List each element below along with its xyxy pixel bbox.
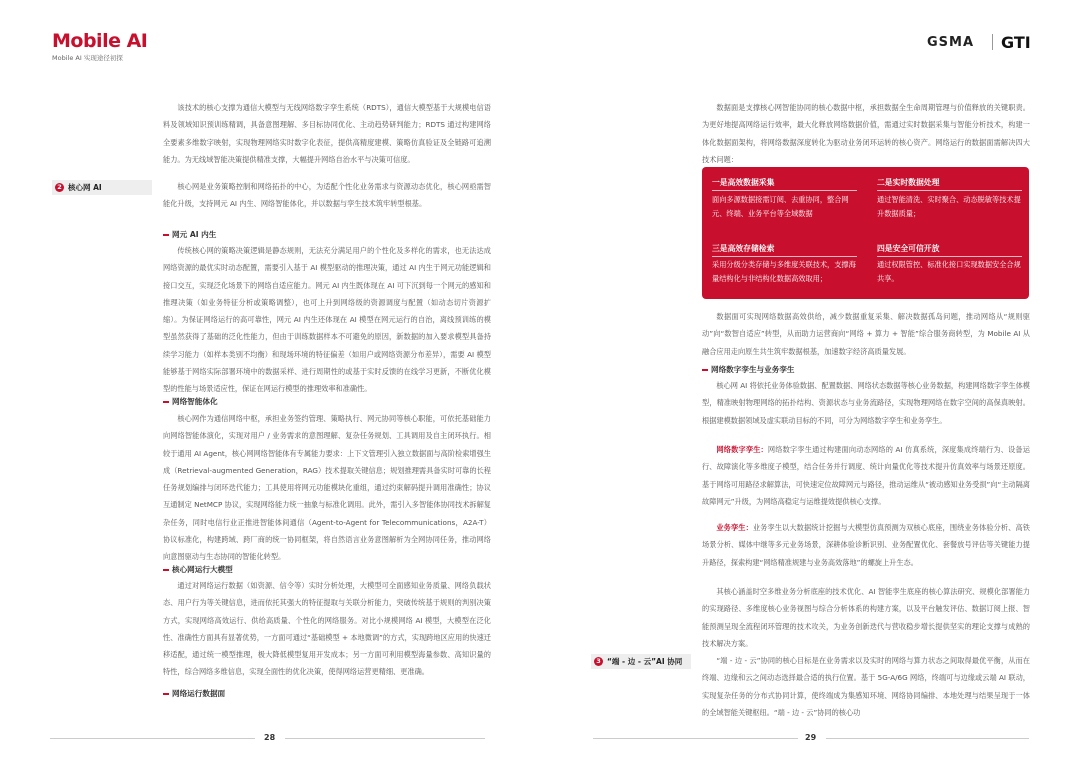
page-number-right: 29 [805,733,817,742]
network-twin-text: 网络数字孪生通过构建面向动态网络的 AI 仿真系统，深度集成终端行为、设备运行、故障演化等多维度子模型，结合任务并行调度、统计向量优化等技术提升仿真效率与场景还原度。基于网络可用路径求解算法，可快速定位故障网元与路径，推动运维从“被动感知业务受损”向“主动隔离故障网元”升级，为网络高稳定与运维提效提供核心支撑。 [702,445,1030,506]
heading-ne-ai: 网元 AI 内生 [163,229,216,240]
issue-1-divider [712,190,857,191]
issue-4-text: 通过权限管控、标准化接口实现数据安全合规共享。 [877,260,1021,283]
logo-subtitle: Mobile AI 实现途径初探 [52,54,123,62]
heading-core-llm: 核心网运行大模型 [163,564,233,575]
section-tag-label: 核心网 AI [68,183,102,192]
right-intro-paragraph: 数据面是支撑核心网智能协同的核心数据中枢，承担数据全生命周期管理与价值释放的关键职责。为更好地提高网络运行效率，最大化释放网络数据价值，需通过实时数据采集与智能分析技术，构建一体化数据面架构，将网络数据深度转化为驱动业务闭环运转的核心资产。网络运行的数据面需解决四大技术问题： [702,103,1030,164]
business-twin-label: 业务孪生： [716,523,753,532]
heading-network-agent: 网络智能体化 [163,396,218,407]
core-intro-paragraph: 核心网是业务策略控制和网络拓扑的中心，为适配个性化业务需求与资源动态优化，核心网亟需智能化升级，支持网元 AI 内生、网络智能体化，并以数据与孪生技术筑牢转型根基。 [163,182,491,209]
digital-twin-paragraph: 核心网 AI 将依托业务体验数据、配置数据、网络状态数据等核心业务数据，构建网络数字孪生体模型，精准映射物理网络的拓扑结构、资源状态与业务流路径，实现物理网络在数字空间的高保真映射。根据建模数据领域及虚实联动目标的不同，可分为网络数字孪生和业务孪生。 [702,381,1030,425]
issue-3-divider [712,256,857,257]
business-twin-text: 业务孪生以大数据统计挖掘与大模型仿真预测为双核心底座，围绕业务体验分析、高铁场景分析、媒体中继等多元业务场景，深耕体验诊断识别、业务配置优化、套餐放号评估等关键能力提升路径，探索构建“网络精准规建与业务高效落地”的螺旋上升生态。 [702,523,1030,567]
network-agent-paragraph: 核心网作为通信网络中枢，承担业务签约管理、策略执行、网元协同等核心职能，可依托基础能力向网络智能体演化，实现对用户 / 业务需求的意图理解、复杂任务规划、工具调用及自主闭环执行。相较于通用 AI Agent，核心网网络智能体有专属能力要求：上下文管理引入独立数据面与高阶检索增强生成（Retrieval-augmented Generation，RAG）技术提取关键信息；规划推理需具备实时可靠的长程任务规划编排与闭环迭代能力；工具使用将网元功能模块化重组，通过约束解码提升调用准确性；协议互通制定 NetMCP 协议，实现网络能力统一抽象与标准化调用。此外，需引入多智能体协同技术拆解复杂任务，同时电信行业正推进智能体间通信（Agent-to-Agent for Telecommunications，A2A-T）协议标准化，构建跨域、跨厂商的统一协同框架，将自然语言业务意图解析为全网协同任务，推动网络向意图驱动与生态协同的智能化转型。 [163,414,491,562]
issue-1-title: 一是高效数据采集 [712,178,775,187]
issue-4-divider [877,256,1022,257]
issue-2-divider [877,190,1022,191]
issue-4-title: 四是安全可信开放 [877,244,940,253]
header-divider [992,34,993,50]
issue-3-text: 采用分级分类存储与多维度关联技术，支撑海量结构化与非结构化数据高效取用； [712,260,856,283]
data-plane-summary-paragraph: 数据面可实现网络数据高效供给，减少数据重复采集、解决数据孤岛问题，推动网络从“规则驱动”向“数智自适应”转型，从而助力运营商向“网络 + 算力 + 智能”综合服务商转型，为 Mobile AI 从融合应用走向原生共生筑牢数据根基，加速数字经济高质量发展。 [702,312,1030,356]
gsma-logo: GSMA [927,35,975,50]
network-twin-paragraph [702,441,1030,510]
section-number-badge: 2 [55,183,64,192]
heading-digital-twin: 网络数字孪生与业务孪生 [702,364,795,375]
section-tag-edge-cloud [591,654,691,669]
issue-2-text: 通过智能清洗、实时聚合、动态脱敏等技术提升数据质量； [877,195,1021,218]
network-twin-label: 网络数字孪生： [716,445,768,454]
logo-title: Mobile AI [52,30,148,52]
core-llm-paragraph: 通过对网络运行数据（如资源、信令等）实时分析处理，大模型可全面感知业务质量、网络负载状态、用户行为等关键信息，进而依托其强大的特征提取与关联分析能力，突破传统基于规则的判别决策方式，实现网络高效运行、供给高质量、个性化的网络服务。对比小规模网络 AI 模型，大模型在泛化性、准确性方面具有显著优势，一方面可通过“基础模型 + 本地微调”的方式，实现跨地区应用的快速迁移适配，通过统一模型推理，极大降低模型复用开发成本；另一方面可利用模型海量参数、高知识量的特性，综合网络多维信息，实现全面性的优化决策，使得网络运营更精细、更准确。 [163,581,491,677]
edge-cloud-paragraph: “端 - 边 - 云”协同的核心目标是在业务需求以及实时的网络与算力状态之间取得最优平衡，从而在终端、边缘和云之间动态选择最合适的执行位置。基于 5G-A/6G 网络，终端可与边缘或云端 AI 联动，实现复杂任务的分布式协同计算，使终端成为集感知环境、网络协同编排、本地处理与结果呈现于一体的全域智能关键枢纽。“端 - 边 - 云”协同的核心功 [702,656,1030,717]
core-algorithm-paragraph: 其核心涵盖时空多维业务分析底座的技术优化、AI 智能孪生底座的核心算法研究、规模化部署能力的实现路径、多维度核心业务视图与综合分析体系的构建方案，以及平台触发评估、数据订阅上报、智能预测呈现全流程闭环管理的技术攻关，为业务创新迭代与营收稳步增长提供坚实的理论支撑与成熟的技术解决方案。 [702,587,1030,648]
left-intro-paragraph: 该技术的核心支撑为通信大模型与无线网络数字孪生系统（RDTS），通信大模型基于大规模电信语料及领域知识预训练精调，具备意图理解、多目标协同优化、主动趋势研判能力；RDTS 通过构建网络全要素多维数字映射，实现物理网络实时数字化表征，提供高精度建模、策略仿真验证及全链路可追溯能力。为无线域智能决策提供精准支撑，大幅提升网络自治水平与决策可信度。 [163,103,491,164]
issue-2-title: 二是实时数据处理 [877,178,940,187]
gti-logo: GTI [1001,33,1031,52]
footer-line-left-b [285,738,485,739]
footer-line-right-a [593,738,798,739]
page-number-left: 28 [264,733,276,742]
section-tag-label: “端 - 边 - 云”AI 协同 [607,657,683,666]
section-tag-core-ai [52,180,152,195]
footer-line-left-a [50,738,255,739]
issue-1-text: 面向多源数据接需订阅、去重协同，整合网元、终端、业务平台等全域数据 [712,195,849,218]
footer-line-right-b [826,738,1029,739]
heading-data-plane: 网络运行数据面 [163,688,225,699]
business-twin-paragraph [702,519,1030,571]
section-number-badge: 3 [594,657,603,666]
ne-ai-paragraph: 传统核心网的策略决策逻辑是静态规则，无法充分满足用户的个性化及多样化的需求，也无法达成网络资源的最优实时动态配置，需要引入基于 AI 模型驱动的推理决策，通过 AI 内生于网元功能逻辑和接口交互，实现泛化场景下的网络自适应能力。网元 AI 内生既体现在 AI 可下沉到每一个网元的感知和推理决策（如业务特征分析或策略调整），也可上升到网络级的资源调度与配置（如动态切片资源扩缩）。为保证网络运行的高可靠性，网元 AI 内生还体现在 AI 模型在网元运行的自治，离线预训练的模型虽然获得了基础的泛化性能力，但由于训练数据样本不可避免的原因，新数据的加入要求模型具备持续学习能力（如样本类别不均衡）和现场环境的特征偏差（如用户或网络资源分布差异），需要 AI 模型能够基于网络实际部署环境中的数据采样、进行周期性的或基于实时反馈的在线学习更新，不断优化模型的性能与场景适应性，保证在网运行模型的推理效率和准确性。 [163,246,491,394]
four-issues-panel [702,167,1029,299]
issue-3-title: 三是高效存储检索 [712,244,775,253]
